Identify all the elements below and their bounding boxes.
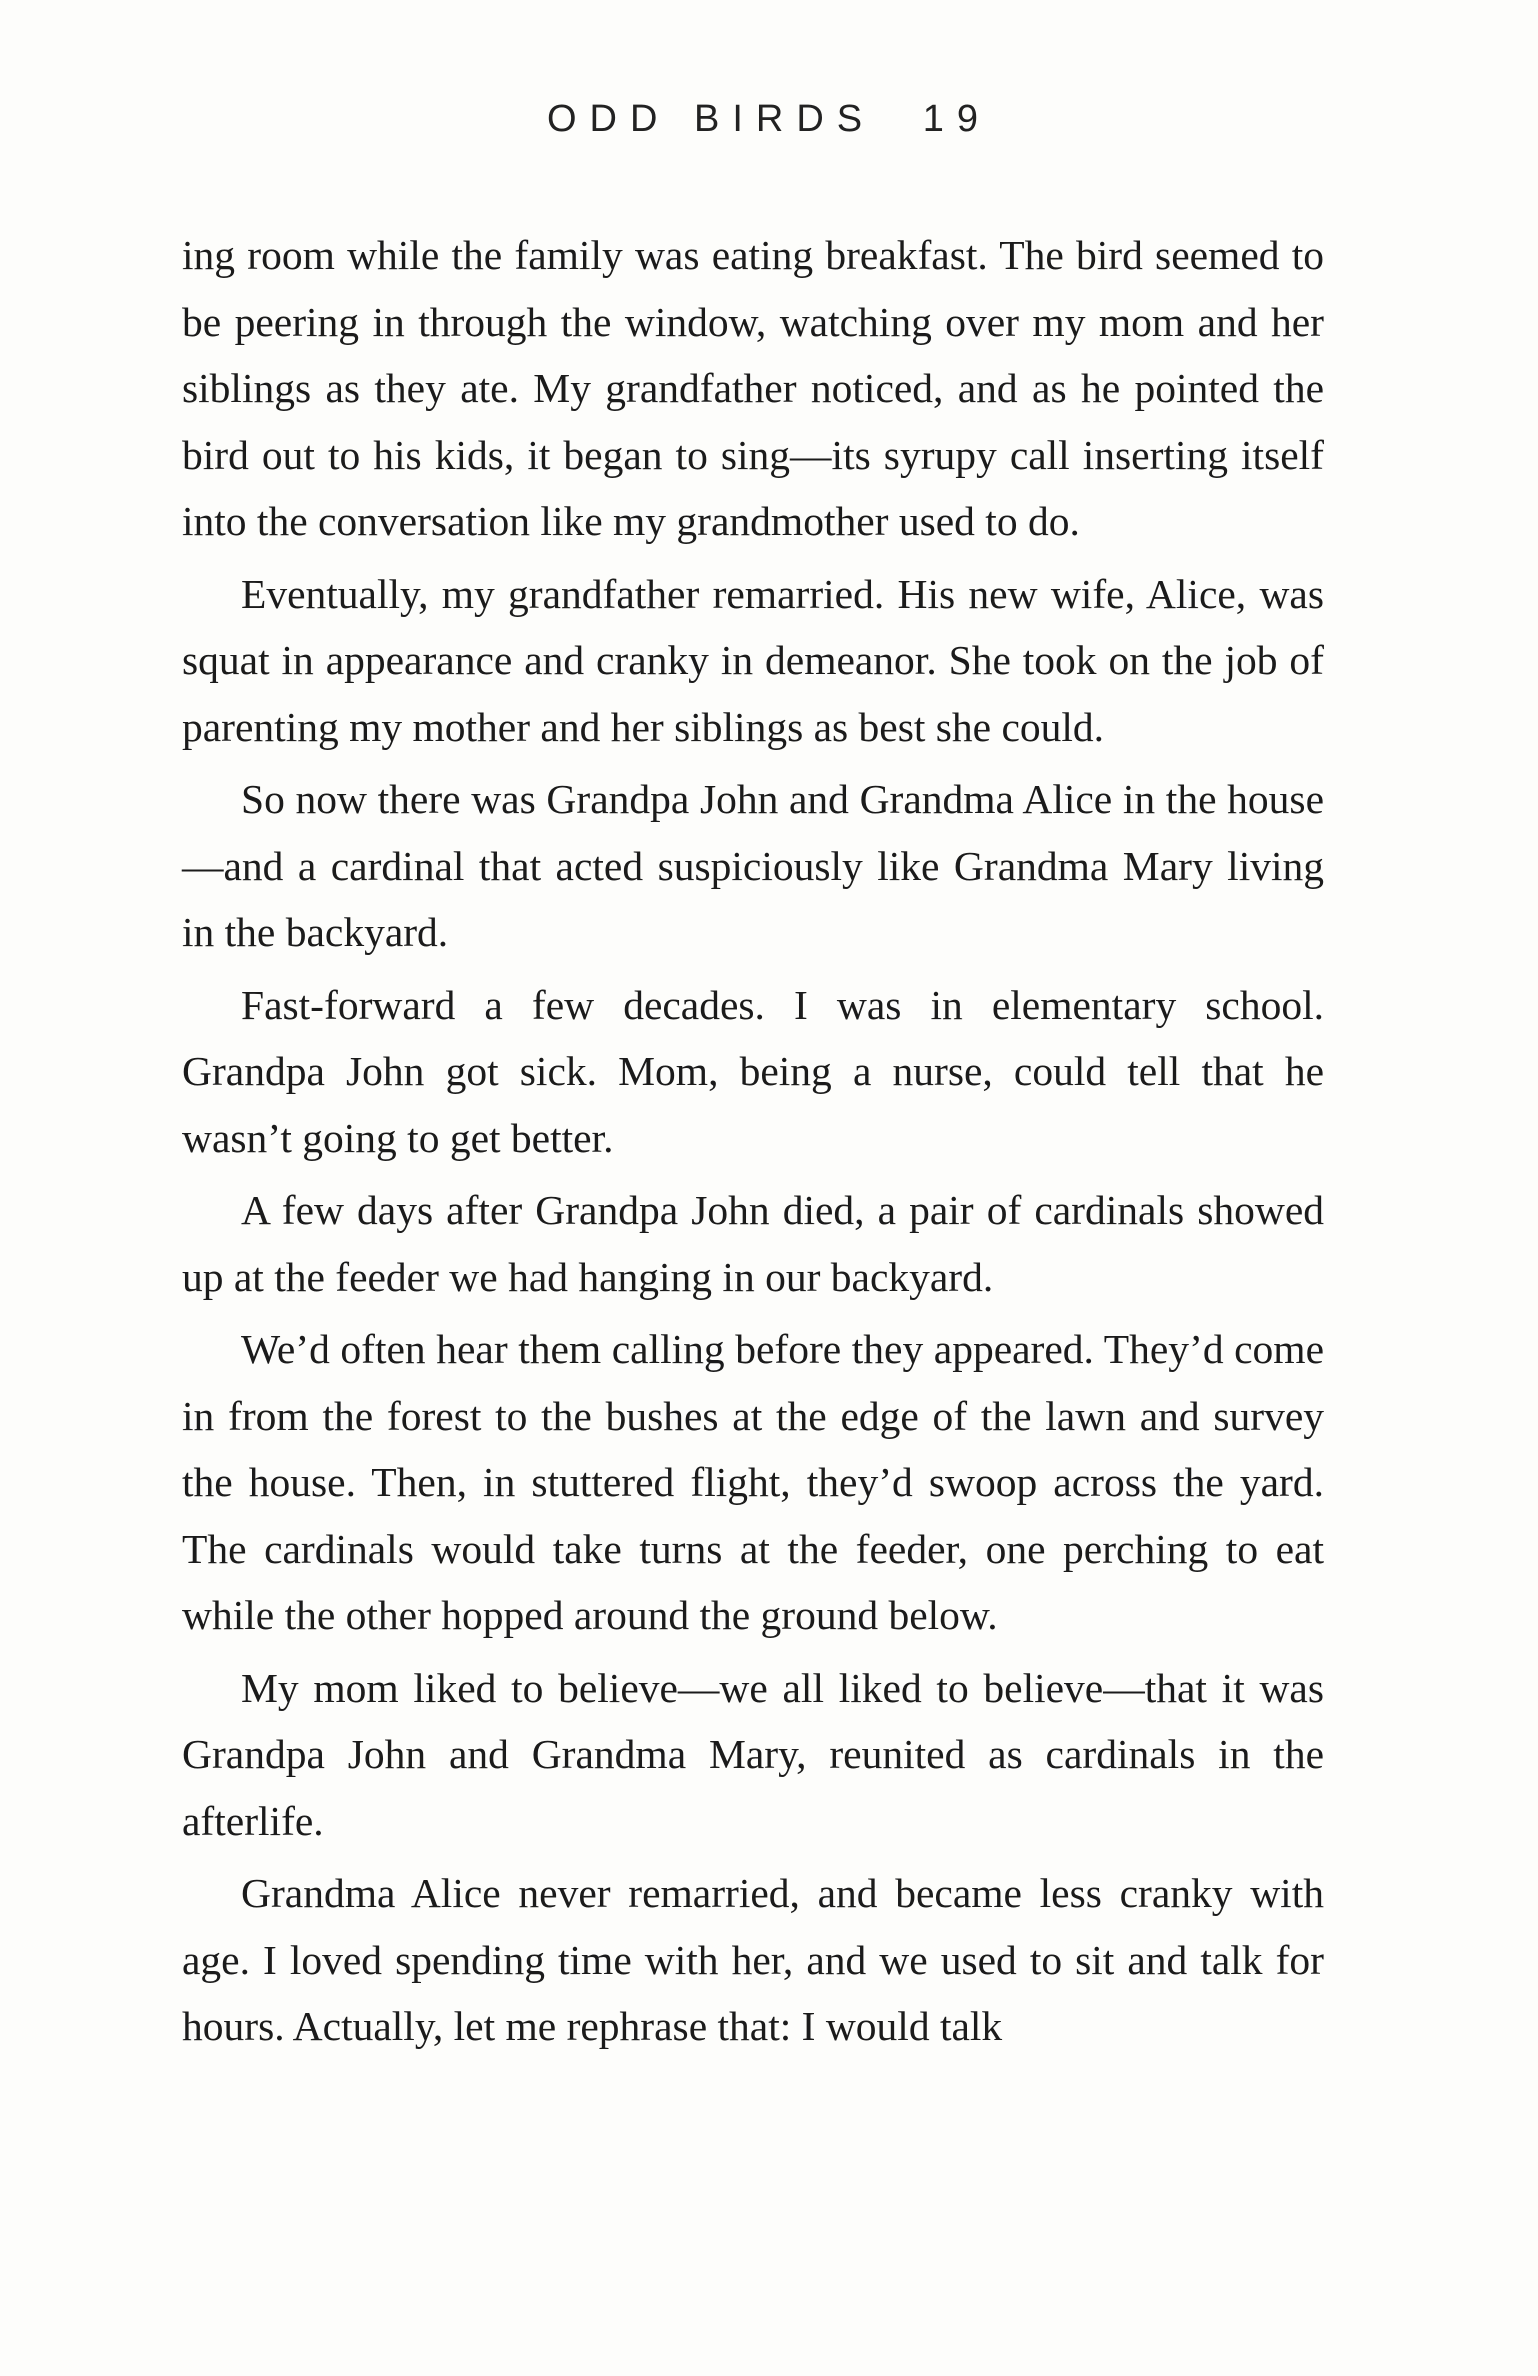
paragraph: ing room while the family was eating breakfast. The bird seemed to be peering in through the window, watching over my mom and her siblings as they ate. My grandfather noticed, and as he pointed the bird out to his kids, it began to sing—its syrupy call inserting itself into the conversation like my grandmother used to do. — [182, 232, 1324, 544]
book-title: ODD BIRDS — [547, 98, 876, 140]
paragraph: Grandma Alice never remarried, and became less cranky with age. I loved spending time with her, and we used to sit and talk for hours. Actually, let me rephrase that: I would talk — [182, 1870, 1324, 2049]
running-head — [0, 98, 1538, 141]
paragraph: My mom liked to believe—we all liked to believe—that it was Grandpa John and Grandma Mary, reunited as cardinals in the afterlife. — [182, 1664, 1324, 1844]
page-number: 19 — [922, 98, 991, 140]
paragraph: A few days after Grandpa John died, a pair of cardinals showed up at the feeder we had hanging in our backyard. — [182, 1187, 1324, 1300]
paragraph: Fast-forward a few decades. I was in elementary school. Grandpa John got sick. Mom, being a nurse, could tell that he wasn’t going to get better. — [182, 981, 1324, 1161]
paragraph: So now there was Grandpa John and Grandma Alice in the house—and a cardinal that acted suspiciously like Grandma Mary living in the backyard. — [182, 776, 1324, 955]
paragraph: We’d often hear them calling before they appeared. They’d come in from the forest to the bushes at the edge of the lawn and survey the house. Then, in stuttered flight, they’d swoop across the yard. The cardinals would take turns at the feeder, one perching to eat while the other hopped around the ground below. — [182, 1326, 1324, 1638]
body-text — [182, 222, 1324, 2060]
paragraph: Eventually, my grandfather remarried. His new wife, Alice, was squat in appearance and cranky in demeanor. She took on the job of parenting my mother and her siblings as best she could. — [182, 570, 1324, 750]
